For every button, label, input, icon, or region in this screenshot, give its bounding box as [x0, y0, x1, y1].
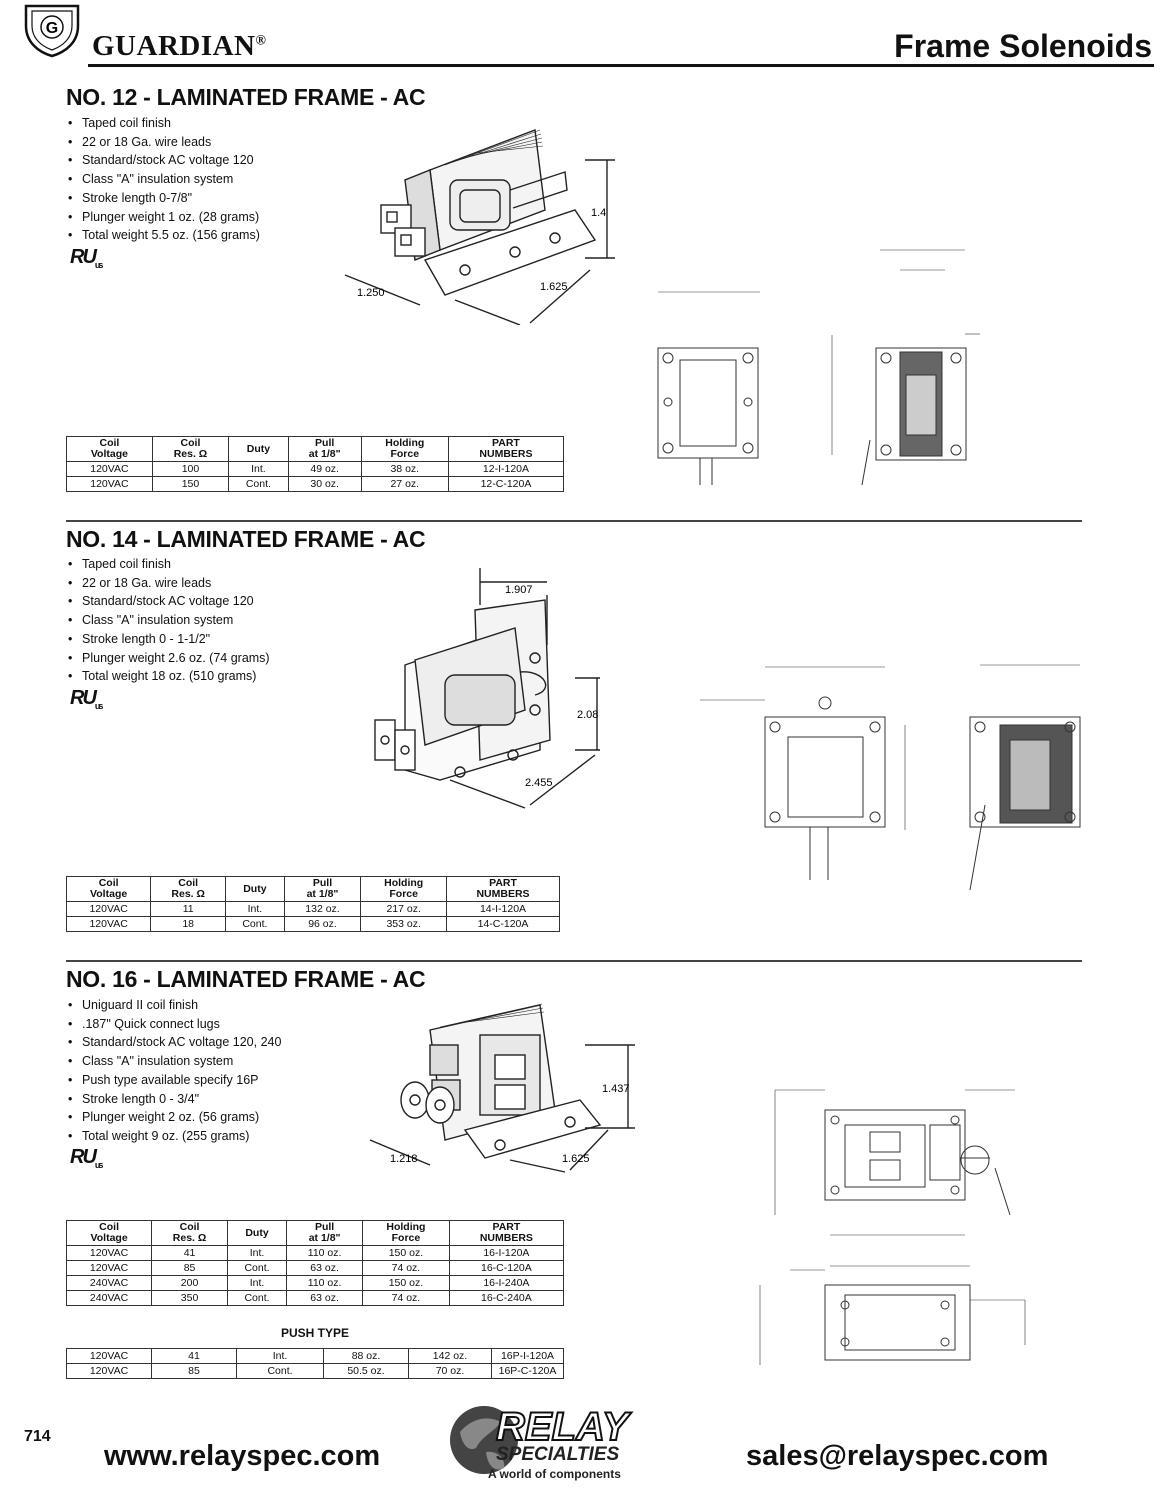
logo-letter: G [45, 20, 59, 37]
table-cell: Cont. [227, 1261, 286, 1276]
table-cell: 14-I-120A [447, 902, 560, 917]
table-cell: 120VAC [67, 1364, 152, 1379]
column-header: PART NUMBERS [448, 437, 563, 462]
table-cell: 110 oz. [287, 1276, 363, 1291]
feature-item: • Total weight 9 oz. (255 grams) [68, 1127, 281, 1146]
push-type-spec-table [66, 1348, 564, 1379]
table-cell: 85 [152, 1261, 228, 1276]
feature-item: • Class "A" insulation system [68, 611, 270, 630]
feature-item: • 22 or 18 Ga. wire leads [68, 574, 270, 593]
table-cell: 240VAC [67, 1291, 152, 1306]
column-header: PART NUMBERS [447, 877, 560, 902]
relay-specialties-logo [446, 1402, 696, 1482]
dimension-label: 2.455 [525, 777, 553, 789]
table-cell: 16P-C-120A [492, 1364, 564, 1379]
feature-item: • Stroke length 0 - 3/4" [68, 1090, 281, 1109]
registered-mark: ® [255, 33, 267, 49]
table-cell: 132 oz. [284, 902, 361, 917]
table-cell: 150 oz. [363, 1246, 450, 1261]
brand-name: GUARDIAN® [92, 30, 267, 62]
header-rule [88, 64, 1154, 67]
table-cell: 100 [152, 462, 228, 477]
page-number: 714 [24, 1428, 51, 1445]
feature-item: • Taped coil finish [68, 555, 270, 574]
column-header: Pull at 1/8" [288, 437, 361, 462]
feature-item: • Class "A" insulation system [68, 170, 260, 189]
table-cell: 150 [152, 477, 228, 492]
column-header: Coil Res. Ω [151, 877, 226, 902]
email-link[interactable]: sales@relayspec.com [746, 1440, 1049, 1472]
table-cell: 200 [152, 1276, 228, 1291]
guardian-shield-logo [22, 2, 82, 58]
table-cell: 18 [151, 917, 226, 932]
feature-item: • Plunger weight 1 oz. (28 grams) [68, 208, 260, 227]
table-cell: 120VAC [67, 1349, 152, 1364]
table-cell: 30 oz. [288, 477, 361, 492]
column-header: Holding Force [361, 877, 447, 902]
section-12-spec-table [66, 436, 564, 492]
column-header: Coil Res. Ω [152, 1221, 228, 1246]
table-cell: Int. [227, 1246, 286, 1261]
table-cell: 353 oz. [361, 917, 447, 932]
feature-item: • .187" Quick connect lugs [68, 1015, 281, 1034]
feature-item: • Stroke length 0-7/8" [68, 189, 260, 208]
table-cell: 12-I-120A [448, 462, 563, 477]
column-header: Coil Voltage [67, 877, 151, 902]
dimension-label: 1.4 [591, 207, 607, 219]
table-cell: 50.5 oz. [324, 1364, 409, 1379]
table-cell: 120VAC [67, 1261, 152, 1276]
table-cell: 120VAC [67, 902, 151, 917]
table-cell: 74 oz. [363, 1291, 450, 1306]
solenoid-12-illustration [335, 110, 615, 325]
feature-item: • Uniguard II coil finish [68, 996, 281, 1015]
feature-item: • Plunger weight 2 oz. (56 grams) [68, 1108, 281, 1127]
table-cell: 74 oz. [363, 1261, 450, 1276]
table-cell: 120VAC [67, 477, 153, 492]
logo-tagline: A world of components [488, 1467, 621, 1481]
table-cell: 150 oz. [363, 1276, 450, 1291]
table-cell: Int. [226, 902, 285, 917]
website-link[interactable]: www.relayspec.com [104, 1440, 381, 1472]
section-divider [66, 520, 1082, 522]
section-14-spec-table [66, 876, 560, 932]
dimension-label: 1.625 [562, 1153, 590, 1165]
dimension-label: 1.625 [540, 281, 568, 293]
table-cell: Cont. [226, 917, 285, 932]
feature-item: • Stroke length 0 - 1-1/2" [68, 630, 270, 649]
column-header: Pull at 1/8" [284, 877, 361, 902]
section-16-features [68, 996, 281, 1146]
table-row [67, 1364, 564, 1379]
table-cell: 16-C-240A [449, 1291, 563, 1306]
dimension-label: 1.218 [390, 1153, 418, 1165]
feature-item: • 22 or 18 Ga. wire leads [68, 133, 260, 152]
table-cell: 240VAC [67, 1276, 152, 1291]
table-cell: 11 [151, 902, 226, 917]
solenoid-16-dimension-drawing [730, 1080, 1090, 1385]
table-row [67, 1261, 564, 1276]
feature-item: • Push type available specify 16P [68, 1071, 281, 1090]
table-cell: 217 oz. [361, 902, 447, 917]
table-cell: 85 [152, 1364, 237, 1379]
table-cell: 16-I-120A [449, 1246, 563, 1261]
table-cell: 350 [152, 1291, 228, 1306]
table-cell: 41 [152, 1246, 228, 1261]
table-cell: 27 oz. [361, 477, 448, 492]
column-header: Duty [227, 1221, 286, 1246]
feature-item: • Total weight 18 oz. (510 grams) [68, 667, 270, 686]
table-row [67, 1246, 564, 1261]
push-type-caption: PUSH TYPE [280, 1326, 349, 1340]
table-cell: Cont. [227, 1291, 286, 1306]
table-cell: 142 oz. [409, 1349, 492, 1364]
table-row [67, 477, 564, 492]
solenoid-14-dimension-drawing [700, 655, 1090, 905]
feature-item: • Standard/stock AC voltage 120 [68, 592, 270, 611]
column-header: Holding Force [361, 437, 448, 462]
table-cell: 38 oz. [361, 462, 448, 477]
table-cell: 70 oz. [409, 1364, 492, 1379]
table-cell: Cont. [237, 1364, 324, 1379]
table-cell: Int. [237, 1349, 324, 1364]
column-header: PART NUMBERS [449, 1221, 563, 1246]
section-16-title: NO. 16 - LAMINATED FRAME - AC [66, 966, 426, 992]
feature-item: • Standard/stock AC voltage 120 [68, 151, 260, 170]
table-cell: 63 oz. [287, 1261, 363, 1276]
dimension-label: 1.437 [602, 1083, 630, 1095]
column-header: Duty [229, 437, 289, 462]
column-header: Duty [226, 877, 285, 902]
table-cell: 16P-I-120A [492, 1349, 564, 1364]
section-divider [66, 960, 1082, 962]
table-cell: 16-I-240A [449, 1276, 563, 1291]
table-row [67, 462, 564, 477]
column-header: Pull at 1/8" [287, 1221, 363, 1246]
section-12-features [68, 114, 260, 245]
feature-item: • Taped coil finish [68, 114, 260, 133]
table-cell: 41 [152, 1349, 237, 1364]
solenoid-14-illustration [355, 560, 615, 820]
table-cell: 14-C-120A [447, 917, 560, 932]
section-12-title: NO. 12 - LAMINATED FRAME - AC [66, 84, 426, 110]
table-cell: 120VAC [67, 462, 153, 477]
table-cell: Int. [229, 462, 289, 477]
table-cell: 120VAC [67, 1246, 152, 1261]
feature-item: • Class "A" insulation system [68, 1052, 281, 1071]
table-cell: 110 oz. [287, 1246, 363, 1261]
feature-item: • Plunger weight 2.6 oz. (74 grams) [68, 649, 270, 668]
dimension-label: 1.250 [357, 287, 385, 299]
section-14-title: NO. 14 - LAMINATED FRAME - AC [66, 526, 426, 552]
logo-word-specialties: SPECIALTIES [496, 1444, 620, 1465]
table-cell: 120VAC [67, 917, 151, 932]
table-cell: 49 oz. [288, 462, 361, 477]
ul-recognized-mark: $RU_{us}$ [70, 246, 102, 270]
dimension-label: 2.08 [577, 709, 599, 721]
section-14-features [68, 555, 270, 686]
page-title: Frame Solenoids [894, 28, 1152, 64]
ul-recognized-mark: $RU_{us}$ [70, 687, 102, 711]
solenoid-16-illustration [360, 1000, 650, 1180]
column-header: Coil Res. Ω [152, 437, 228, 462]
table-row [67, 1291, 564, 1306]
table-cell: 16-C-120A [449, 1261, 563, 1276]
table-row [67, 1349, 564, 1364]
table-cell: 96 oz. [284, 917, 361, 932]
column-header: Holding Force [363, 1221, 450, 1246]
feature-item: • Standard/stock AC voltage 120, 240 [68, 1033, 281, 1052]
section-16-spec-table [66, 1220, 564, 1306]
table-cell: 63 oz. [287, 1291, 363, 1306]
column-header: Coil Voltage [67, 437, 153, 462]
ul-recognized-mark: $RU_{us}$ [70, 1146, 102, 1170]
solenoid-12-dimension-drawing [600, 240, 1100, 495]
table-row [67, 917, 560, 932]
table-cell: 12-C-120A [448, 477, 563, 492]
dimension-label: 1.907 [505, 584, 533, 596]
feature-item: • Total weight 5.5 oz. (156 grams) [68, 226, 260, 245]
table-cell: 88 oz. [324, 1349, 409, 1364]
table-cell: Int. [227, 1276, 286, 1291]
table-row [67, 1276, 564, 1291]
logo-word-relay: RELAY [496, 1405, 629, 1449]
column-header: Coil Voltage [67, 1221, 152, 1246]
table-cell: Cont. [229, 477, 289, 492]
table-row [67, 902, 560, 917]
